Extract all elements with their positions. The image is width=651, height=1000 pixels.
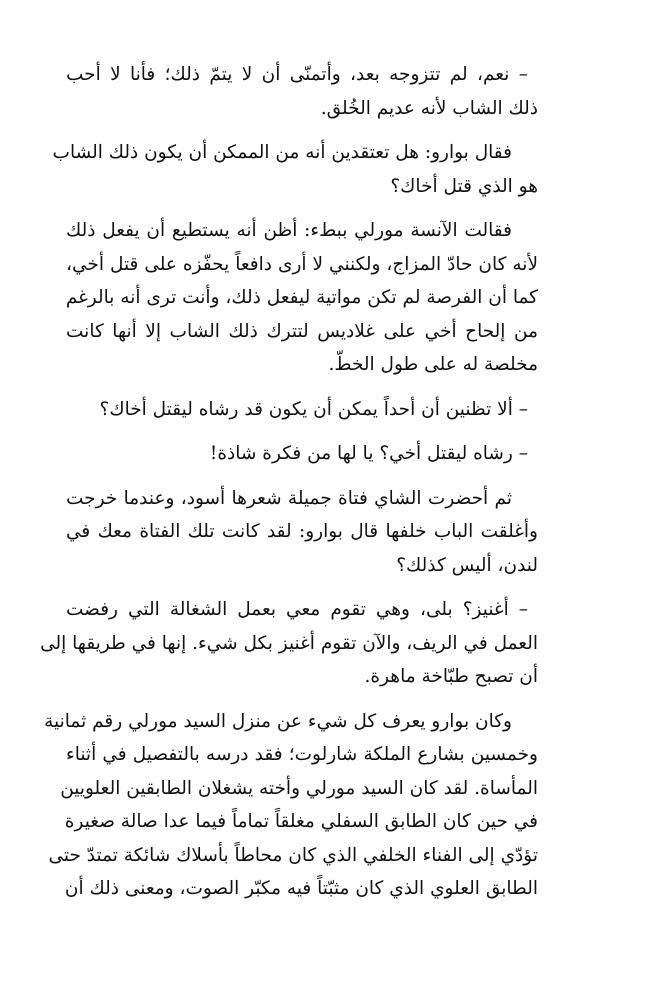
text-line: ثم أحضرت الشاي فتاة جميلة شعرها أسود، وعندما خرجت [66, 487, 512, 509]
text-line: لأنه كان حادّ المزاج، ولكنني لا أرى دافعاً يحفّزه على قتل أخي، [66, 253, 538, 275]
text-line: هو الذي قتل أخاك؟ [390, 175, 538, 197]
text-line: كما أن الفرصة لم تكن مواتية ليفعل ذلك، وأنت ترى أنه بالرغم [65, 287, 538, 308]
text-line: تؤدّي إلى الفناء الخلفي الذي كان محاطاً بأسلاك شائكة تمتدّ حتى [48, 844, 538, 866]
paragraph-dialog-1 [66, 58, 538, 125]
text-line: – ألا تظنين أن أحداً يمكن أن يكون قد رشاه ليقتل أخاك؟ [99, 398, 528, 420]
text-line: وخمسين بشارع الملكة شارلوت؛ فقد درسه بالتفصيل في أثناء [66, 744, 538, 765]
text-line: وكان بوارو يعرف كل شيء عن منزل السيد مورلي رقم ثمانية [44, 710, 512, 732]
paragraph-miss-morley-answer [66, 214, 538, 382]
book-page [40, 58, 538, 917]
paragraph-dialog-4 [40, 593, 538, 694]
paragraph-dialog-2 [66, 393, 538, 427]
text-line: – رشاه ليقتل أخي؟ يا لها من فكرة شاذة! [209, 443, 528, 464]
paragraph-tea-scene [66, 482, 538, 583]
text-line: المأساة. لقد كان السيد مورلي وأخته يشغلان الطابقين العلويين [60, 777, 538, 799]
text-line: من إلحاح أخي على غلاديس لتترك ذلك الشاب إلا أنها كانت [66, 320, 538, 342]
text-line: ذلك الشاب لأنه عديم الخُلق. [320, 97, 538, 119]
text-line: فقال بوارو: هل تعتقدين أنه من الممكن أن يكون ذلك الشاب [52, 142, 512, 163]
text-line: – أغنيز؟ بلى، وهي تقوم معي بعمل الشغالة التي رفضت [66, 599, 528, 620]
paragraph-house-description [44, 705, 538, 906]
paragraph-dialog-3 [66, 437, 538, 471]
text-line: وأغلقت الباب خلفها قال بوارو: لقد كانت تلك الفتاة معك في [66, 521, 538, 542]
text-line: – نعم، لم تتزوجه بعد، وأتمنّى أن لا يتمّ ذلك؛ فأنا لا أحب [66, 64, 528, 85]
text-line: في حين كان الطابق السفلي مغلقاً تماماً فيما عدا صالة صغيرة [64, 811, 538, 832]
text-line: أن تصبح طبّاخة ماهرة. [364, 666, 538, 687]
text-line: لندن، أليس كذلك؟ [396, 554, 538, 576]
paragraph-poirot-question [52, 136, 538, 203]
text-line: العمل في الريف، والآن تقوم أغنيز بكل شيء. إنها في طريقها إلى [40, 632, 538, 654]
text-line: الطابق العلوي الذي كان مثبّتاً فيه مكبّر الصوت، ومعنى ذلك أن [64, 878, 538, 899]
text-line: فقالت الآنسة مورلي ببطء: أظن أنه يستطيع أن يفعل ذلك [66, 220, 512, 241]
text-line: مخلصة له على طول الخطّ. [328, 354, 538, 375]
